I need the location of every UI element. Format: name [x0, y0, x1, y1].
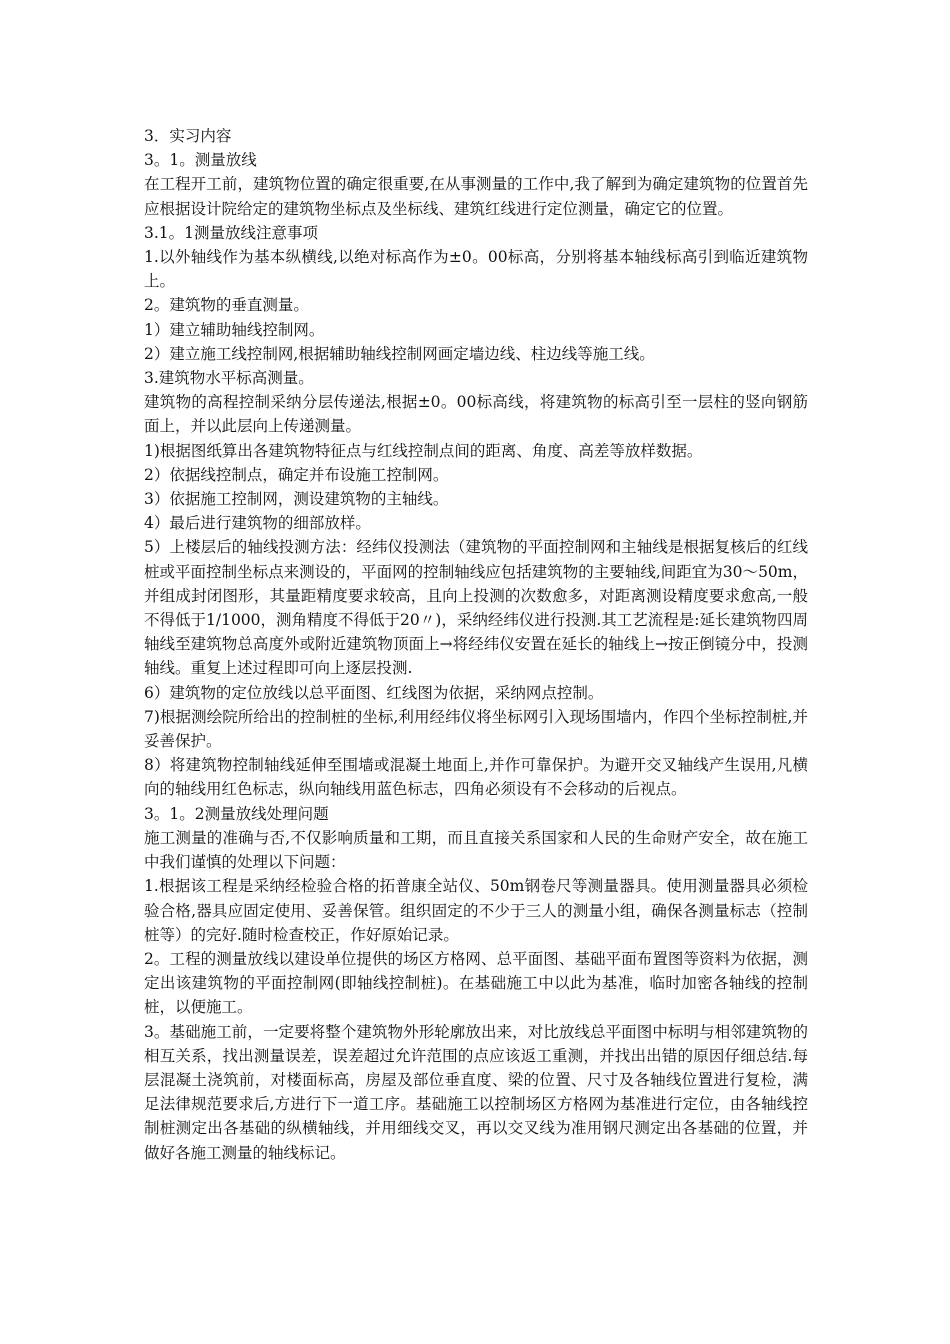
list-item: 1.根据该工程是采纳经检验合格的拓普康全站仪、50m钢卷尺等测量器具。使用测量器具必须检验合格,器具应固定使用、妥善保管。组织固定的不少于三人的测量小组，确保各测量标志（控制桩等）的完好.随时检查校正，作好原始记录。: [144, 877, 808, 944]
list-item: 7)根据测绘院所给出的控制桩的坐标,利用经纬仪将坐标网引入现场围墙内，作四个坐标控制桩,并妥善保护。: [144, 707, 808, 751]
body-paragraph: 在工程开工前，建筑物位置的确定很重要,在从事测量的工作中,我了解到为确定建筑物的位置首先应根据设计院给定的建筑物坐标点及坐标线、建筑红线进行定位测量，确定它的位置。: [144, 175, 808, 218]
list-item: 2。建筑物的垂直测量。: [144, 296, 309, 315]
list-item: 2）建立施工线控制网,根据辅助轴线控制网画定墙边线、柱边线等施工线。: [144, 344, 655, 363]
subsection-heading: 3。1。测量放线: [144, 151, 257, 170]
list-item: 1）建立辅助轴线控制网。: [144, 320, 325, 339]
list-item: 2。工程的测量放线以建设单位提供的场区方格网、总平面图、基础平面布置图等资料为依据，测定出该建筑物的平面控制网(即轴线控制桩)。在基础施工中以此为基准，临时加密各轴线的控制桩，以便施工。: [144, 949, 808, 1017]
list-item: 1)根据图纸算出各建筑物特征点与红线控制点间的距离、角度、高差等放样数据。: [144, 441, 703, 460]
list-item: 5）上楼层后的轴线投测方法：经纬仪投测法（建筑物的平面控制网和主轴线是根据复核后的红线桩或平面控制坐标点来测设的，平面网的控制轴线应包括建筑物的主要轴线,间距宜为30～50m，并组成封闭图形，其量距精度要求较高，且向上投测的次数愈多，对距离测设精度要求愈高,一般不得低于1/1000，测角精度不得低于20〃)，采纳经纬仪进行投测.其工艺流程是:延长建筑物四周轴线至建筑物总高度外或附近建筑物顶面上→将经纬仪安置在延长的轴线上→按正倒镜分中，投测轴线。重复上述过程即可向上逐层投测.: [144, 538, 808, 678]
subsection-heading: 3.1。1测量放线注意事项: [144, 223, 319, 242]
body-paragraph: 建筑物的高程控制采纳分层传递法,根据±0。00标高线，将建筑物的标高引至一层柱的竖向钢筋面上，并以此层向上传递测量。: [144, 393, 808, 436]
list-item: 2）依据线控制点，确定并布设施工控制网。: [144, 465, 449, 484]
body-paragraph: 施工测量的准确与否,不仅影响质量和工期，而且直接关系国家和人民的生命财产安全，故在施工中我们谨慎的处理以下问题：: [144, 828, 808, 872]
list-item: 6）建筑物的定位放线以总平面图、红线图为依据，采纳网点控制。: [144, 683, 604, 702]
list-item: 1.以外轴线作为基本纵横线,以绝对标高作为±0。00标高，分别将基本轴线标高引到临近建筑物上。: [144, 248, 808, 291]
list-item: 4）最后进行建筑物的细部放样。: [144, 514, 371, 533]
list-item: 3.建筑物水平标高测量。: [144, 369, 314, 388]
subsection-heading: 3。1。2测量放线处理问题: [144, 804, 329, 823]
document-body: [144, 124, 808, 1165]
list-item: 8）将建筑物控制轴线延伸至围墙或混凝土地面上,并作可靠保护。为避开交叉轴线产生误用,凡横向的轴线用红色标志，纵向轴线用蓝色标志，四角必须设有不会移动的后视点。: [144, 756, 808, 799]
list-item: 3）依据施工控制网，测设建筑物的主轴线。: [144, 490, 449, 509]
list-item: 3。基础施工前，一定要将整个建筑物外形轮廓放出来，对比放线总平面图中标明与相邻建筑物的相互关系，找出测量误差，误差超过允许范围的点应该返工重测，并找出出错的原因仔细总结.每层混凝土浇筑前，对楼面标高，房屋及部位垂直度、梁的位置、尺寸及各轴线位置进行复检，满足法律规范要求后,方进行下一道工序。基础施工以控制场区方格网为基准进行定位，由各轴线控制桩测定出各基础的纵横轴线，并用细线交叉，再以交叉线为准用钢尺测定出各基础的位置，并做好各施工测量的轴线标记。: [144, 1022, 808, 1162]
section-heading: 3．实习内容: [144, 127, 232, 145]
